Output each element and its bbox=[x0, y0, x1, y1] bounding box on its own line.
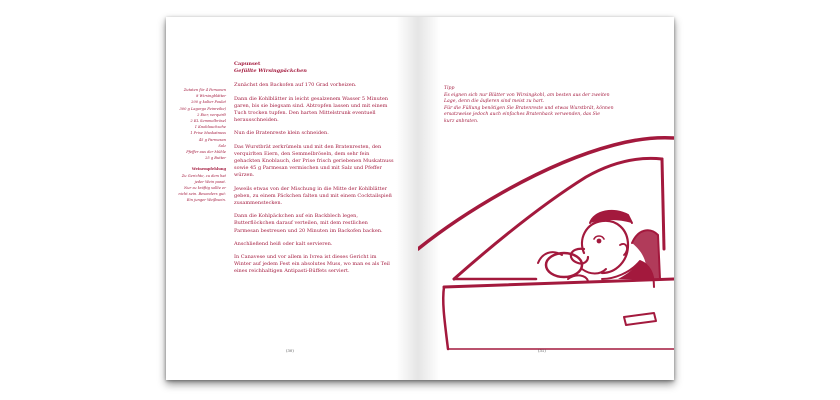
recipe-paragraph: In Canavese und vor allem in Ivrea ist dieses Gericht im Winter auf jedem Fest ein absolutes Muss, wo man es als Teil eines reichhaltigen Antipasti-Büffets serviert. bbox=[234, 254, 390, 275]
recipe-paragraph: Anschließend heiß oder kalt servieren. bbox=[234, 240, 333, 247]
ingredient-item: 2 EL Semmelbrösel bbox=[190, 119, 226, 124]
ingredient-item: 8 Wirsingblätter bbox=[196, 94, 226, 99]
wine-note-line: nicht sein. Besonders gut: bbox=[178, 192, 226, 197]
recipe-paragraph: Das Wurstbrät zerkrümeln und mit den Bratenresten, den verquirlten Eiern, den Semmelbröseln, dem sehr fein gehackten Knoblauch, der Prise frisch geriebenen Muskatnuss sowie 45 g Parmesan vermischen und mit Salz und Pfeffer würzen. bbox=[234, 143, 394, 179]
tip-line: Für die Füllung benötigen Sie Bratenreste und etwas Wurstbrät, können bbox=[444, 105, 614, 111]
tip-line: kurz anbraten. bbox=[444, 118, 479, 124]
ingredient-item: Salz bbox=[218, 143, 226, 148]
gutter-shadow bbox=[396, 17, 418, 380]
wine-note-line: Zu Gerichte, zu dem hat bbox=[181, 173, 226, 178]
recipe-paragraph: Zunächst den Backofen auf 170 Grad vorheizen. bbox=[234, 82, 357, 89]
wine-note-line: Ein junger Weißwein. bbox=[186, 198, 226, 203]
wine-note-line: Nur zu kräftig sollte er bbox=[184, 186, 226, 191]
recipe-title: Capunset bbox=[234, 61, 261, 67]
ingredients-heading: Zutaten für 4 Personen bbox=[183, 88, 226, 92]
ingredient-item: 300 g Lagorgo Feinreibe) bbox=[179, 106, 226, 111]
ingredient-item: 45 g Parmesan bbox=[198, 137, 226, 142]
ingredient-item: 200 g kalter Poulet bbox=[191, 100, 226, 105]
recipe-paragraph: Nun die Bratenreste klein schneiden. bbox=[234, 130, 329, 137]
tip-line: Es eignen sich nur Blätter von Wirsingkohl, am besten aus der zweiten bbox=[444, 92, 610, 98]
recipe-subtitle: Gefüllte Wirsingpäckchen bbox=[234, 68, 307, 75]
recipe-body bbox=[234, 61, 394, 282]
ingredient-item: 25 g Butter bbox=[205, 156, 226, 161]
ingredient-item: 1 Knoblauchzehe bbox=[194, 125, 226, 130]
wine-note-heading: Weinempfehlung bbox=[191, 167, 226, 172]
ingredient-item: 2 Eier, verquirlt bbox=[197, 112, 226, 117]
recipe-paragraph: Dann die Kohlpäckchen auf ein Backblech legen, Butterflöckchen darauf verteilen, mit dem restlichen Parmesan bestreuen und 20 Minuten im Backofen backen. bbox=[234, 213, 383, 234]
book-spread bbox=[166, 17, 674, 380]
left-page bbox=[166, 17, 418, 380]
recipe-paragraph: Jeweils etwas von der Mischung in die Mitte der Kohlblätter geben, zu einem Päckchen falten und mit einem Cocktailspieß zusammenstecken. bbox=[234, 185, 392, 207]
car-driver-illustration bbox=[418, 17, 674, 380]
ingredients-sidebar bbox=[170, 87, 226, 204]
tip-line: Lage, denn die äußeren sind meist zu hart. bbox=[444, 99, 545, 105]
tip-heading: Tipp bbox=[444, 86, 455, 91]
wine-note-line: jeder Wein passt. bbox=[194, 179, 226, 184]
ingredient-item: 1 Prise Muskatnuss bbox=[190, 131, 226, 136]
ingredient-item: Pfeffer aus der Mühle bbox=[186, 150, 226, 155]
recipe-paragraph: Dann die Kohlblätter in leicht gesalzenem Wasser 5 Minuten garen, bis sie biegsam sind. Abtropfen lassen und mit einem Tuch trocken tupfen. Den harten Mittelstrunk eventuell herausschneiden. bbox=[234, 95, 389, 124]
tip-line: ersatzweise jedoch auch einfaches Bratenhack verwenden, das Sie bbox=[444, 112, 600, 118]
page-number-right: (31) bbox=[538, 348, 546, 353]
right-page bbox=[418, 17, 674, 380]
page-number-left: (30) bbox=[286, 348, 294, 353]
